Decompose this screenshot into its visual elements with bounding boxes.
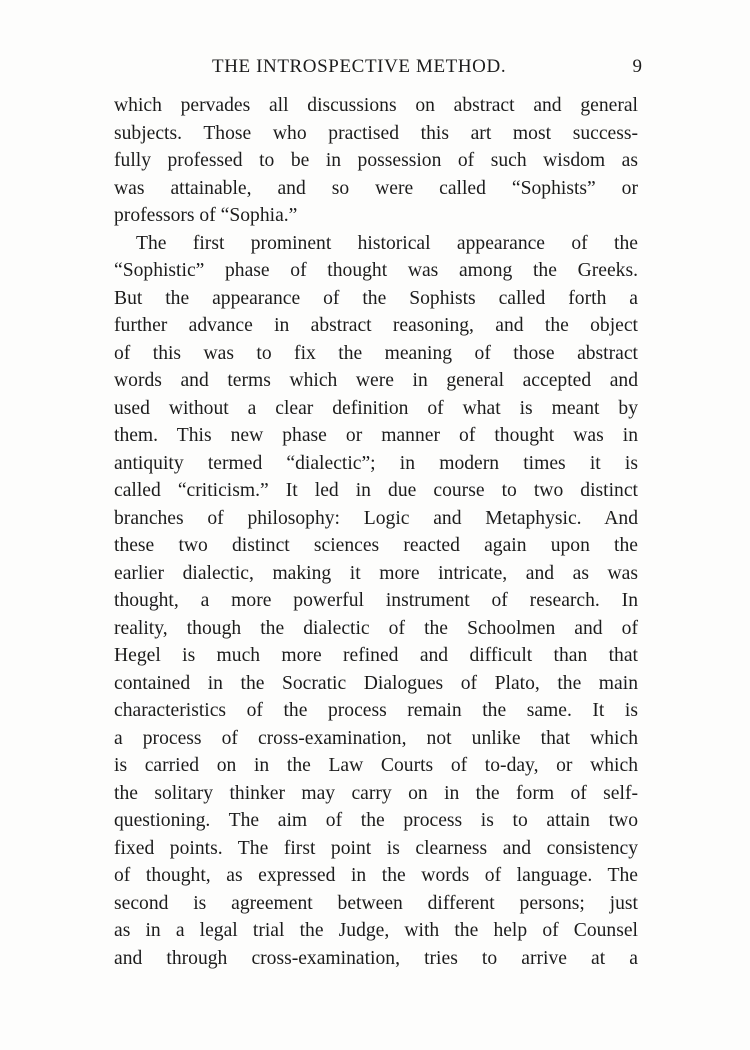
text-line: used without a clear definition of what is meant by <box>114 397 638 419</box>
text-line: questioning. The aim of the process is to attain two <box>114 810 638 831</box>
text-line: reality, though the dialectic of the Schoolmen and of <box>114 617 638 639</box>
text-line: the solitary thinker may carry on in the form of self- <box>114 782 638 804</box>
text-line: is carried on in the Law Courts of to-day, or which <box>114 755 638 776</box>
page-number: 9 <box>632 56 642 77</box>
text-line: antiquity termed “dialectic”; in modern times it is <box>114 452 638 474</box>
text-line: words and terms which were in general accepted and <box>114 370 638 391</box>
text-line: The first prominent historical appearance of the <box>136 232 638 254</box>
text-line: thought, a more powerful instrument of research. In <box>114 590 638 611</box>
running-head <box>112 56 642 86</box>
text-line: them. This new phase or manner of thought was in <box>114 425 638 446</box>
running-title: THE INTROSPECTIVE METHOD. <box>212 56 507 77</box>
text-line: branches of philosophy: Logic and Metaphysic. And <box>114 507 638 529</box>
text-line: of thought, as expressed in the words of language. The <box>114 865 638 886</box>
text-line: Hegel is much more refined and difficult than that <box>114 645 638 666</box>
text-line: a process of cross-examination, not unlike that which <box>114 727 638 749</box>
text-line: which pervades all discussions on abstract and general <box>114 95 638 116</box>
text-line: professors of “Sophia.” <box>114 205 298 226</box>
text-line: as in a legal trial the Judge, with the help of Counsel <box>114 920 638 941</box>
text-line: second is agreement between different persons; just <box>114 892 638 914</box>
text-line: and through cross-examination, tries to arrive at a <box>114 947 638 969</box>
text-line: these two distinct sciences reacted again upon the <box>114 535 638 556</box>
text-line: further advance in abstract reasoning, and the object <box>114 315 638 336</box>
text-line: fixed points. The first point is clearness and consistency <box>114 837 638 859</box>
text-line: “Sophistic” phase of thought was among the Greeks. <box>114 260 638 281</box>
text-line: characteristics of the process remain the same. It is <box>114 700 638 721</box>
text-line: fully professed to be in possession of such wisdom as <box>114 150 638 171</box>
paragraph-2 <box>114 230 638 973</box>
text-line: subjects. Those who practised this art most success- <box>114 122 638 144</box>
text-line: contained in the Socratic Dialogues of Plato, the main <box>114 672 638 694</box>
text-line: was attainable, and so were called “Sophists” or <box>114 177 638 199</box>
text-line: called “criticism.” It led in due course to two distinct <box>114 480 638 501</box>
text-body <box>114 92 638 972</box>
paragraph-1 <box>114 92 638 230</box>
text-line: But the appearance of the Sophists called forth a <box>114 287 638 309</box>
text-line: earlier dialectic, making it more intricate, and as was <box>114 562 638 584</box>
text-line: of this was to fix the meaning of those abstract <box>114 342 638 364</box>
